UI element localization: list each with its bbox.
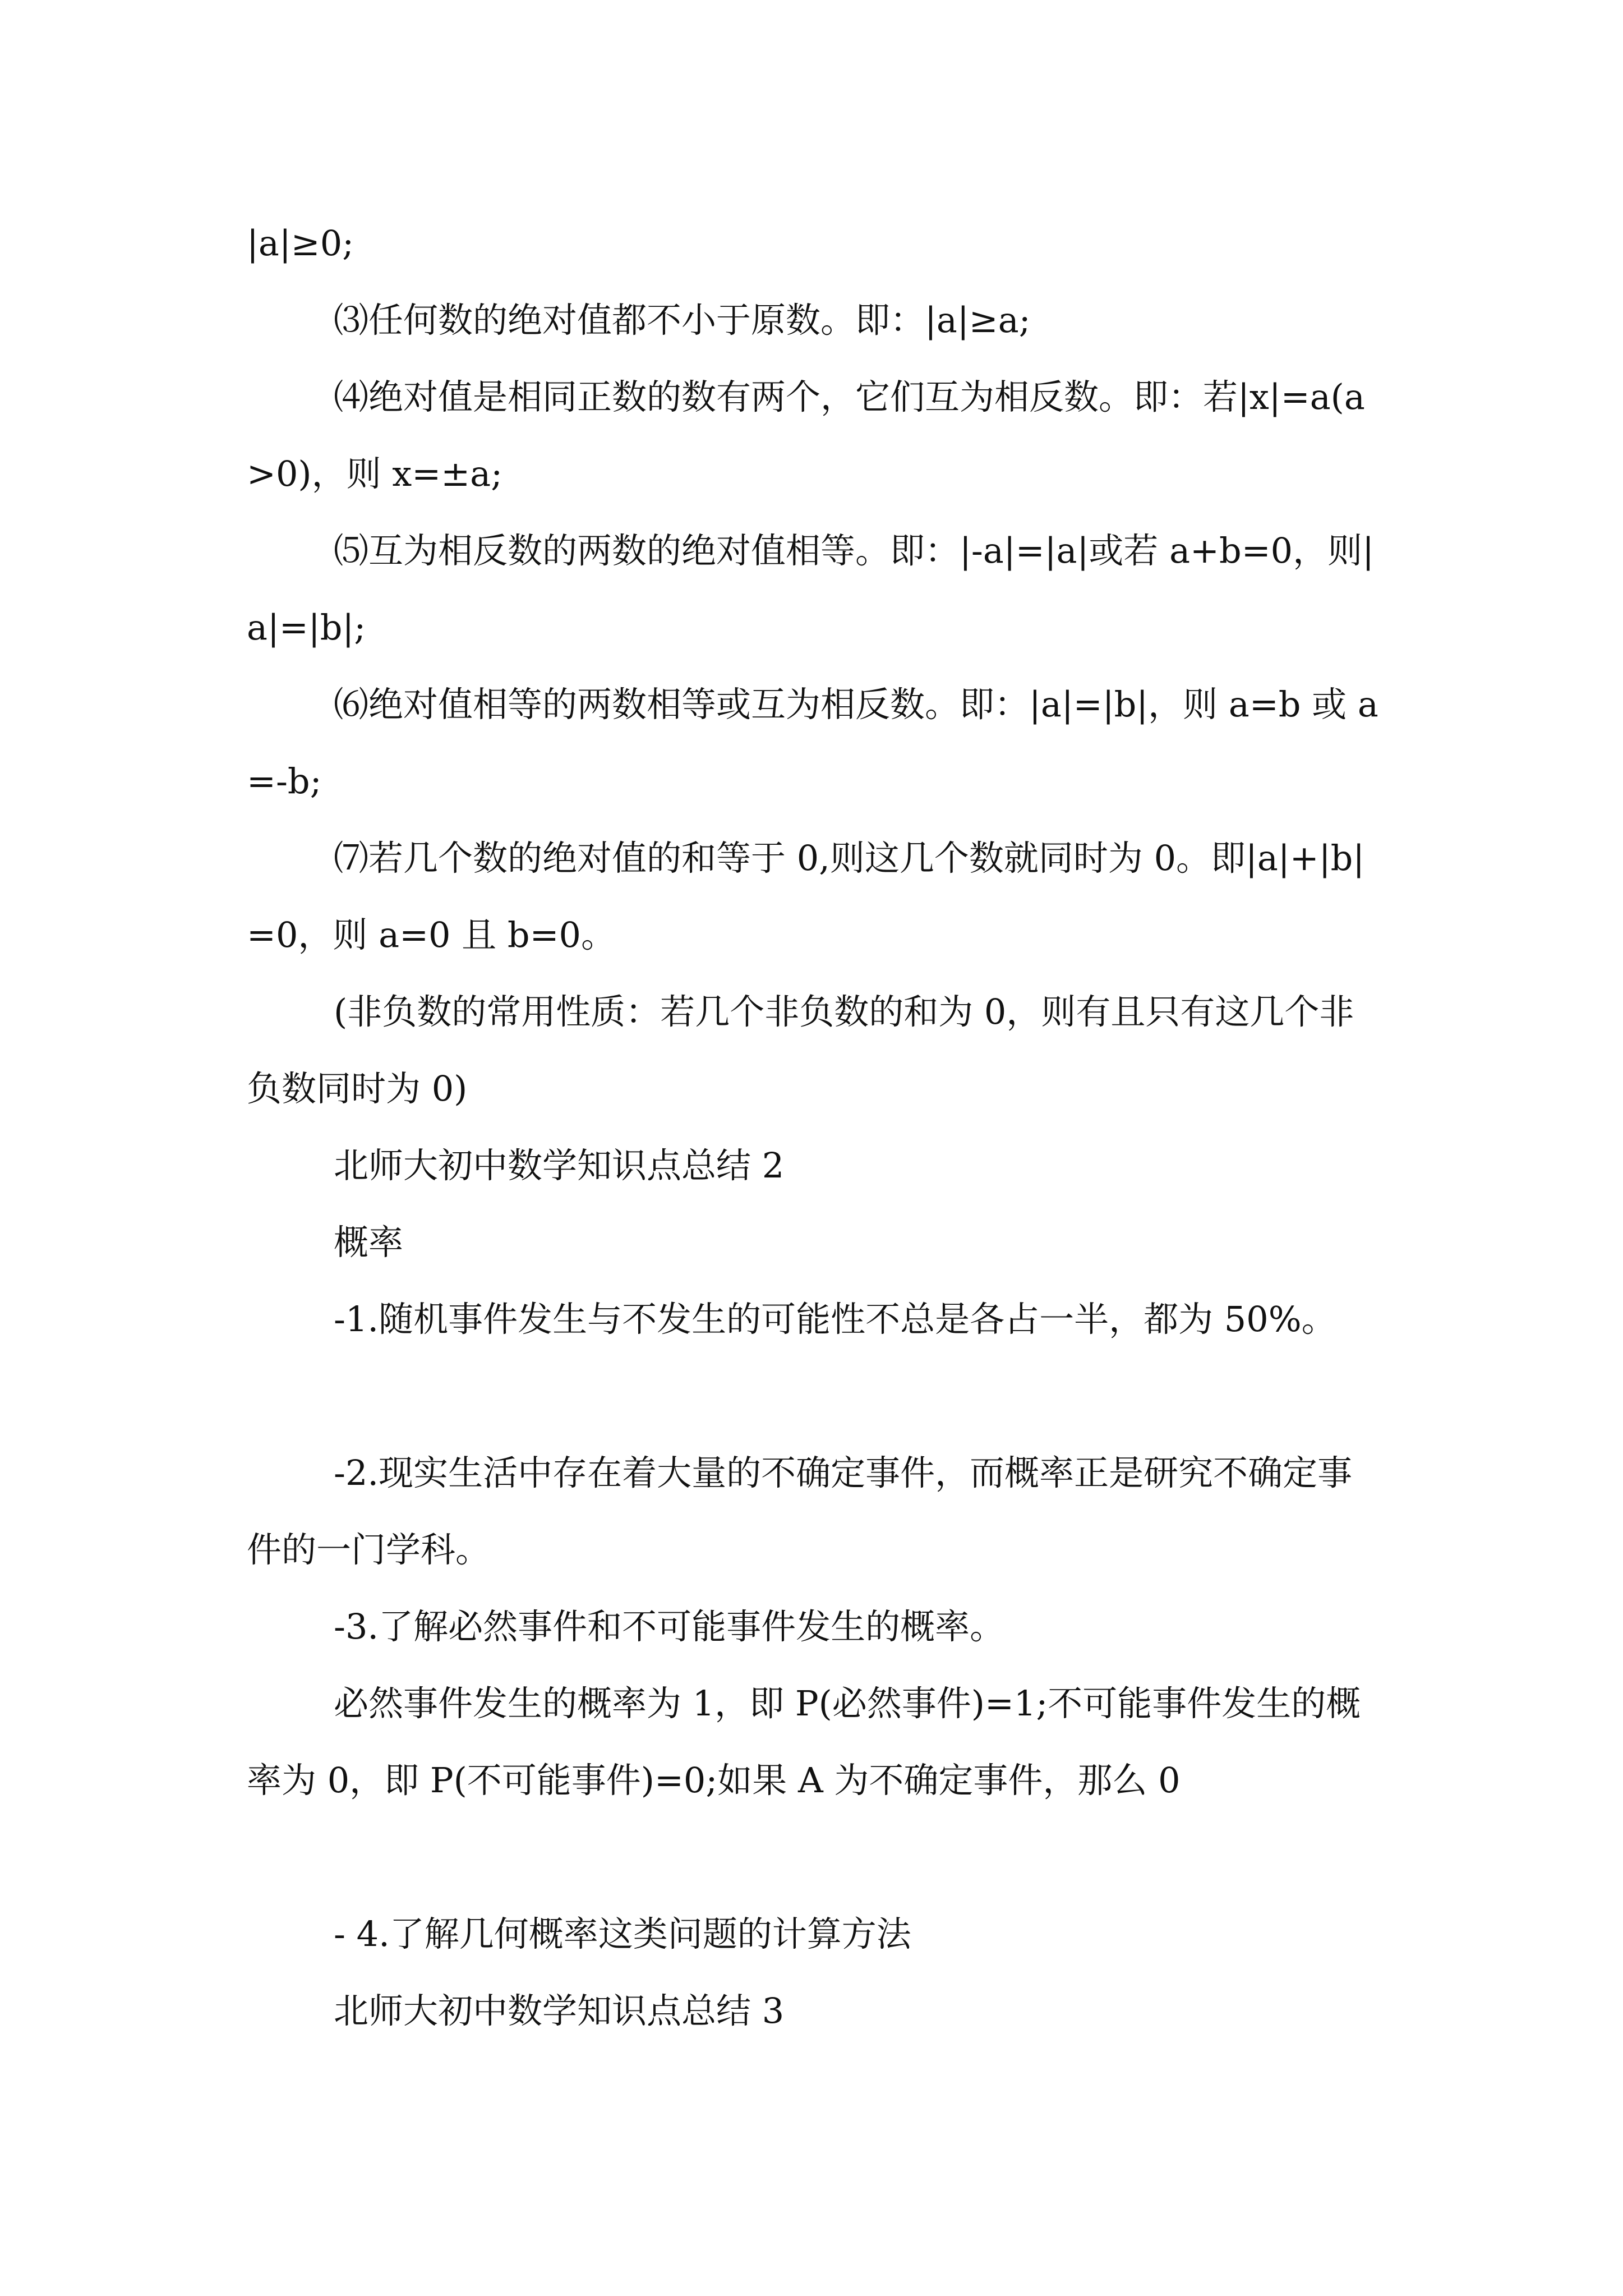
section-heading-3: 北师大初中数学知识点总结 3 [334, 1990, 785, 2031]
paragraph-probability-4: - 4.了解几何概率这类问题的计算方法 [334, 1913, 911, 1954]
paragraph-property-6: ⑹绝对值相等的两数相等或互为相反数。即：|a|=|b|，则 a=b 或 a=-b; [247, 684, 1378, 802]
paragraph-probability-1: -1.随机事件发生与不发生的可能性不总是各占一半，都为 50%。 [334, 1299, 1336, 1340]
paragraph-probability-2: -2.现实生活中存在着大量的不确定事件，而概率正是研究不确定事件的一门学科。 [247, 1452, 1353, 1570]
paragraph-nonnegative-note: (非负数的常用性质：若几个非负数的和为 0，则有且只有这几个非负数同时为 0) [247, 991, 1354, 1109]
paragraph-property-4: ⑷绝对值是相同正数的数有两个，它们互为相反数。即：若|x|=a(a>0)，则 x=±a; [247, 376, 1365, 494]
paragraph-property-3: ⑶任何数的绝对值都不小于原数。即：|a|≥a; [334, 300, 1031, 341]
paragraph-abs-nonneg: |a|≥0; [247, 223, 354, 264]
paragraph-probability-3: -3.了解必然事件和不可能事件发生的概率。 [334, 1606, 1005, 1647]
paragraph-property-7: ⑺若几个数的绝对值的和等于 0,则这几个数就同时为 0。即|a|+|b|=0，则 a=0 且 b=0。 [247, 838, 1365, 955]
subsection-heading-probability: 概率 [334, 1222, 404, 1263]
paragraph-property-5: ⑸互为相反数的两数的绝对值相等。即：|-a|=|a|或若 a+b=0，则|a|=|b|; [247, 530, 1374, 648]
section-heading-2: 北师大初中数学知识点总结 2 [334, 1145, 785, 1186]
paragraph-probability-values: 必然事件发生的概率为 1，即 P(必然事件)=1;不可能事件发生的概率为 0，即 P(不可能事件)=0;如果 A 为不确定事件，那么 0 [247, 1683, 1361, 1801]
